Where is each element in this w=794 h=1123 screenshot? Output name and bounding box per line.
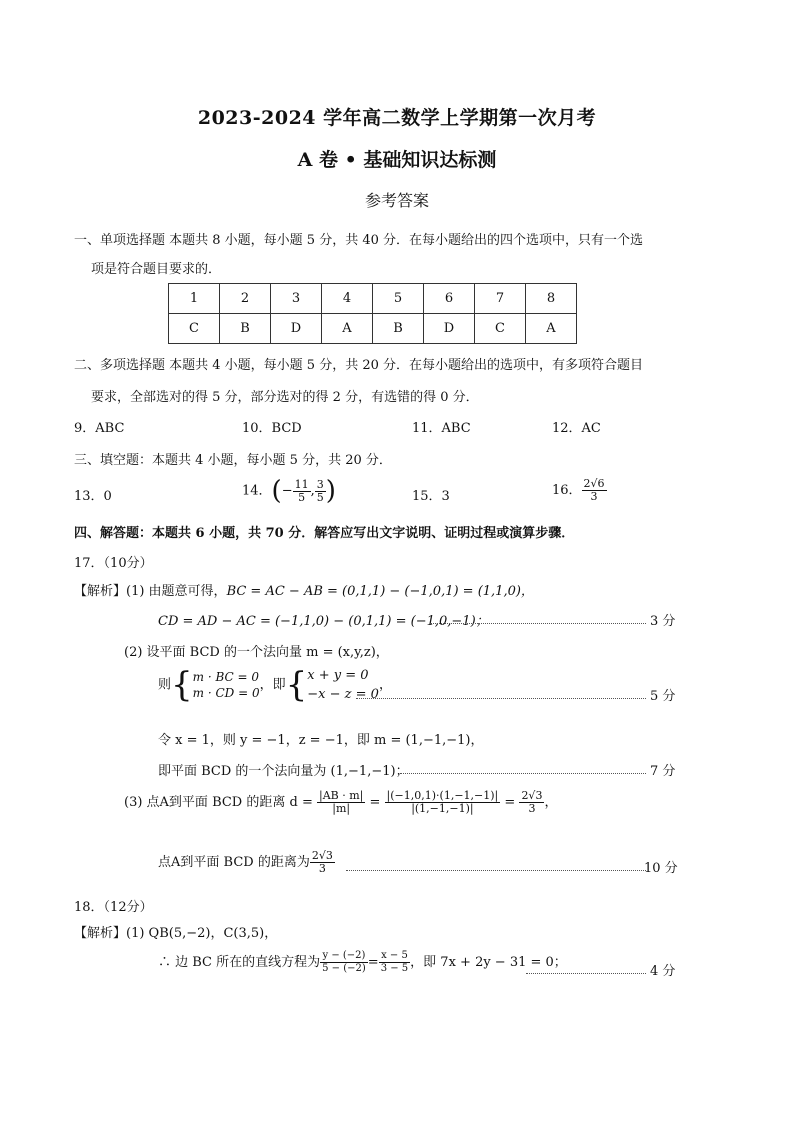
q18-part1-line2: ∴ 边 BC 所在的直线方程为 $\frac{y - (-2)}{5 - (-2)}$ = $\frac{x - 5}{3 - 5}$ ，即 7x + 2y − 31 = 0； bbox=[158, 950, 567, 974]
q17-part3-line2: 点A到平面 BCD 的距离为 $\frac{2√3}{3}$ bbox=[158, 849, 333, 875]
mcq-answer-table bbox=[168, 283, 577, 344]
page-title: 2023-2024 学年高二数学上学期第一次月考 bbox=[197, 107, 597, 129]
answer-15: 15．3 bbox=[412, 489, 450, 504]
q18-part1-line1: 【解析】(1) QB(5,−2)，C(3,5)， bbox=[74, 926, 278, 941]
table-cell: 3 bbox=[271, 284, 322, 314]
table-cell: C bbox=[475, 314, 526, 344]
section1-line1: 一、单项选择题 本题共 8 小题，每小题 5 分，共 40 分．在每小题给出的四个选项中，只有一个选 bbox=[74, 233, 644, 248]
q17-part2-line1: (2) 设平面 BCD 的一个法向量 m = (x,y,z)， bbox=[124, 645, 389, 660]
table-cell: 6 bbox=[424, 284, 475, 314]
answer-heading: 参考答案 bbox=[364, 191, 429, 210]
answer-14-label: 14． bbox=[242, 483, 272, 499]
q17-part2-line3: 令 x = 1，则 y = −1，z = −1，即 m = (1,−1,−1)， bbox=[158, 733, 484, 748]
score-label: 4 分 bbox=[650, 964, 676, 979]
q17-part2-line4: 即平面 BCD 的一个法向量为 (1,−1,−1)； bbox=[158, 764, 409, 779]
section2-line2: 要求，全部选对的得 5 分，部分选对的得 2 分，有选错的得 0 分． bbox=[91, 390, 479, 405]
fraction: $\frac{2√3}{3}$ bbox=[311, 849, 333, 875]
fraction: $\frac{2√6}{3}$ bbox=[583, 477, 605, 503]
table-cell: A bbox=[526, 314, 577, 344]
fraction: $\frac{3}{5}$ bbox=[316, 477, 324, 504]
table-cell: 5 bbox=[373, 284, 424, 314]
table-cell: 2 bbox=[220, 284, 271, 314]
leader-dots bbox=[400, 773, 646, 774]
table-cell: B bbox=[220, 314, 271, 344]
section1-line2: 项是符合题目要求的． bbox=[91, 262, 222, 277]
answer-13: 13．0 bbox=[74, 489, 112, 504]
fraction: $\frac{11}{5}$ bbox=[294, 477, 309, 504]
fraction: $\frac{|(-1,0,1)\cdot(1,-1,-1)|}{|(1,-1,-1)|}$ bbox=[386, 789, 499, 815]
table-cell: A bbox=[322, 314, 373, 344]
q17-part1-eq1: BC = AC − AB = (0,1,1) − (−1,0,1) = (1,1,0)， bbox=[226, 584, 534, 599]
q17-heading: 17．（10分） bbox=[74, 556, 153, 571]
fraction: $\frac{x - 5}{3 - 5}$ bbox=[380, 950, 409, 974]
table-row-answers bbox=[169, 314, 577, 344]
table-cell: 7 bbox=[475, 284, 526, 314]
table-cell: C bbox=[169, 314, 220, 344]
q17-part2-system: 则{m · BC = 0 m · CD = 0，即{x + y = 0 −x − z = 0， bbox=[158, 665, 392, 705]
q17-part1-eq2: CD = AD − AC = (−1,1,0) − (0,1,1) = (−1,0,−1)； bbox=[158, 614, 489, 629]
score-label: 3 分 bbox=[650, 614, 676, 629]
q17-part3-line1: (3) 点A到平面 BCD 的距离 d = $\frac{|AB \cdot m|}{|m|}$ = $\frac{|(-1,0,1)\cdot(1,-1,-1)|}{|(1,-1,-1)|}$ = $\frac{2√3}{3}$ ， bbox=[124, 789, 558, 815]
answer-12: 12．AC bbox=[552, 421, 601, 436]
leader-dots bbox=[356, 698, 646, 699]
table-cell: D bbox=[271, 314, 322, 344]
answer-9: 9．ABC bbox=[74, 421, 125, 436]
table-cell: 8 bbox=[526, 284, 577, 314]
leader-dots bbox=[526, 973, 646, 974]
table-cell: 4 bbox=[322, 284, 373, 314]
fraction: $\frac{y - (-2)}{5 - (-2)}$ bbox=[322, 950, 366, 974]
leader-dots bbox=[346, 870, 646, 871]
table-cell: 1 bbox=[169, 284, 220, 314]
page-subtitle: A 卷 • 基础知识达标测 bbox=[297, 149, 497, 171]
section2-line1: 二、多项选择题 本题共 4 小题，每小题 5 分，共 20 分．在每小题给出的选项中，有多项符合题目 bbox=[74, 358, 644, 373]
score-label: 10 分 bbox=[644, 861, 678, 876]
answer-10: 10．BCD bbox=[242, 421, 302, 436]
q17-part1-label: 【解析】(1) 由题意可得， bbox=[74, 584, 227, 599]
answer-16-label: 16． bbox=[552, 483, 582, 498]
table-cell: D bbox=[424, 314, 475, 344]
score-label: 7 分 bbox=[650, 764, 676, 779]
answer-11: 11．ABC bbox=[412, 421, 471, 436]
section3-line1: 三、填空题：本题共 4 小题，每小题 5 分，共 20 分． bbox=[74, 453, 392, 468]
section4-line1: 四、解答题：本题共 6 小题，共 70 分．解答应写出文字说明、证明过程或演算步骤． bbox=[74, 526, 575, 541]
leader-dots bbox=[430, 623, 646, 624]
table-cell: B bbox=[373, 314, 424, 344]
answer-16 bbox=[552, 478, 607, 503]
table-row-numbers bbox=[169, 284, 577, 314]
answer-14: 14．(− $\frac{11}{5}$ , $\frac{3}{5}$ ) bbox=[242, 476, 336, 506]
fraction: $\frac{2√3}{3}$ bbox=[521, 789, 543, 815]
fraction: $\frac{|AB \cdot m|}{|m|}$ bbox=[318, 789, 364, 815]
q18-heading: 18．（12分） bbox=[74, 900, 153, 915]
q17-part1-line1 bbox=[74, 580, 534, 599]
vector-system: m · BC = 0 m · CD = 0 bbox=[192, 670, 260, 700]
linear-system: x + y = 0 −x − z = 0 bbox=[307, 668, 379, 702]
score-label: 5 分 bbox=[650, 689, 676, 704]
